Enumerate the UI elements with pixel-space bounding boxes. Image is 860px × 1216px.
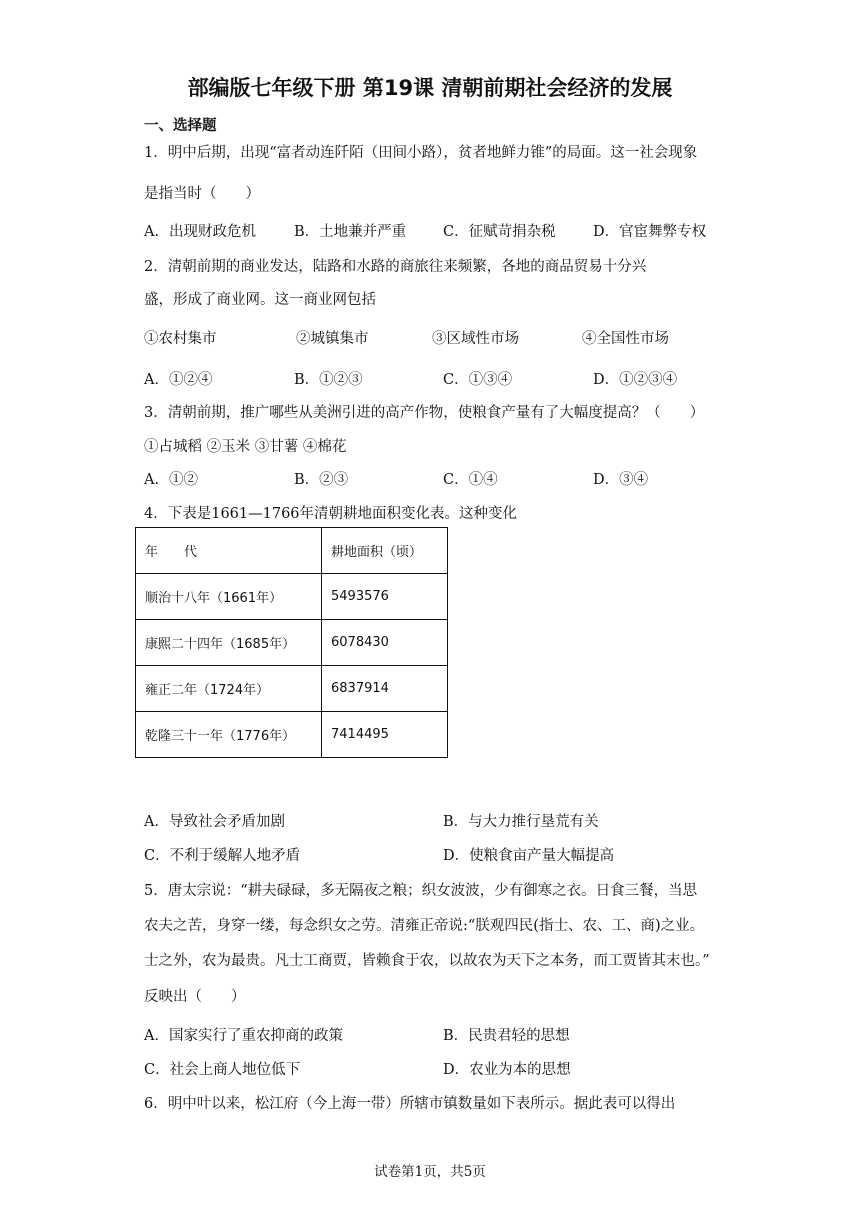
q5-option-b: B．民贵君轻的思想 <box>443 1028 570 1044</box>
table-row <box>136 620 448 666</box>
q2-option-d: D．①②③④ <box>593 372 678 388</box>
q5-stem-line4: 反映出（ ） <box>144 989 246 1005</box>
q4-option-d: D．使粮食亩产量大幅提高 <box>443 848 615 864</box>
table-cell: 康熙二十四年（1685年） <box>136 620 322 666</box>
q6-stem-line1: 6．明中叶以来，松江府（今上海一带）所辖市镇数量如下表所示。据此表可以得出 <box>144 1096 676 1112</box>
table-header-cell: 耕地面积（顷） <box>322 528 448 574</box>
table-row <box>136 712 448 758</box>
table-cell: 6078430 <box>322 620 448 666</box>
q2-item-3: ③区域性市场 <box>432 331 519 347</box>
q3-option-b: B．②③ <box>294 472 349 488</box>
page-title: 部编版七年级下册 第19课 清朝前期社会经济的发展 <box>187 76 673 100</box>
q5-stem-line3: 士之外，农为最贵。凡士工商贾，皆赖食于农，以故农为天下之本务，而工贾皆其末也。” <box>144 953 710 969</box>
q4-option-b: B．与大力推行垦荒有关 <box>443 814 599 830</box>
q5-stem-line1: 5．唐太宗说：“耕夫碌碌，多无隔夜之粮；织女波波，少有御寒之衣。日食三餐，当思 <box>144 883 698 899</box>
q2-item-1: ①农村集市 <box>144 331 217 347</box>
q1-option-d: D．官宦舞弊专权 <box>593 224 707 240</box>
q2-option-c: C．①③④ <box>443 372 513 388</box>
q1-stem-line1: 1．明中后期，出现“富者动连阡陌（田间小路），贫者地鲜力锥”的局面。这一社会现象 <box>144 145 698 161</box>
q4-stem-line1: 4．下表是1661—1766年清朝耕地面积变化表。这种变化 <box>144 506 518 522</box>
q1-stem-line2: 是指当时（ ） <box>144 186 260 202</box>
farmland-table <box>135 527 448 758</box>
q5-option-a: A．国家实行了重农抑商的政策 <box>144 1028 343 1044</box>
q5-stem-line2: 农夫之苦，身穿一缕，每念织女之劳。清雍正帝说:“朕观四民(指士、农、工、商)之业。 <box>144 918 705 934</box>
q1-option-b: B．土地兼并严重 <box>294 224 407 240</box>
table-header-row <box>136 528 448 574</box>
q1-option-c: C．征赋苛捐杂税 <box>443 224 556 240</box>
table-row <box>136 574 448 620</box>
table-cell: 雍正二年（1724年） <box>136 666 322 712</box>
table-header-cell: 年 代 <box>136 528 322 574</box>
q3-stem-line2: ①占城稻 ②玉米 ③甘薯 ④棉花 <box>144 439 347 455</box>
q3-option-c: C．①④ <box>443 472 498 488</box>
q3-stem-line1: 3．清朝前期，推广哪些从美洲引进的高产作物，使粮食产量有了大幅度提高？（ ） <box>144 405 705 421</box>
q2-stem-line1: 2．清朝前期的商业发达，陆路和水路的商旅往来频繁，各地的商品贸易十分兴 <box>144 259 647 275</box>
q2-item-2: ②城镇集市 <box>296 331 369 347</box>
section-heading: 一、选择题 <box>144 118 217 134</box>
q1-option-a: A．出现财政危机 <box>144 224 256 240</box>
q2-item-4: ④全国性市场 <box>582 331 669 347</box>
table-cell: 顺治十八年（1661年） <box>136 574 322 620</box>
table-cell: 6837914 <box>322 666 448 712</box>
q2-option-a: A．①②④ <box>144 372 213 388</box>
q5-option-d: D．农业为本的思想 <box>443 1062 571 1078</box>
page-footer: 试卷第1页，共5页 <box>374 1164 486 1180</box>
q2-option-b: B．①②③ <box>294 372 363 388</box>
q4-option-a: A．导致社会矛盾加剧 <box>144 814 285 830</box>
table-cell: 5493576 <box>322 574 448 620</box>
q3-option-d: D．③④ <box>593 472 649 488</box>
table-row <box>136 666 448 712</box>
table-cell: 乾隆三十一年（1776年） <box>136 712 322 758</box>
q2-stem-line2: 盛，形成了商业网。这一商业网包括 <box>144 292 376 308</box>
q5-option-c: C．社会上商人地位低下 <box>144 1062 301 1078</box>
table-cell: 7414495 <box>322 712 448 758</box>
q4-option-c: C．不利于缓解人地矛盾 <box>144 848 301 864</box>
q3-option-a: A．①② <box>144 472 198 488</box>
